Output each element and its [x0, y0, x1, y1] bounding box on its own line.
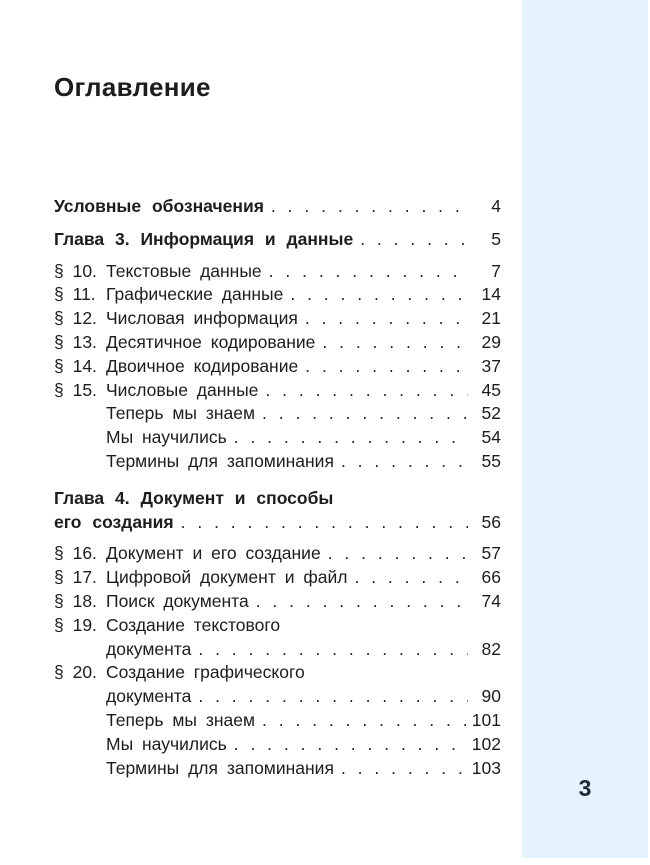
toc-entry-title: Глава 3. Информация и данные	[54, 228, 354, 249]
toc-entry-continuation	[54, 638, 501, 662]
toc-entry	[54, 566, 501, 590]
toc-entry-number: § 20.	[54, 662, 97, 683]
toc-entry-title: документа	[106, 686, 192, 707]
toc-entry-title: Цифровой документ и файл	[106, 567, 348, 588]
dot-leader	[256, 590, 468, 614]
toc-entry-page: 52	[481, 403, 501, 424]
dot-leader	[198, 685, 468, 709]
dot-leader	[328, 542, 468, 566]
toc-entry-number: § 11.	[54, 284, 96, 305]
dot-leader	[354, 566, 468, 590]
toc-entry-page: 14	[481, 284, 501, 305]
toc-entry-title: Мы научились	[106, 427, 227, 448]
toc-entry-title: Десятичное кодирование	[106, 331, 316, 352]
toc-entry	[54, 331, 501, 355]
toc-entry-page: 37	[481, 355, 501, 376]
toc-entry	[54, 426, 501, 450]
toc-entry-page: 57	[481, 543, 501, 564]
toc-entry-title: Теперь мы знаем	[106, 709, 256, 730]
toc-entry-page: 66	[481, 567, 501, 588]
toc-entry	[54, 450, 501, 474]
dot-leader	[341, 757, 467, 781]
toc-entry	[54, 283, 501, 307]
toc-entry	[54, 733, 501, 757]
toc-entry-title: Числовая информация	[106, 308, 298, 329]
toc-entry	[54, 379, 501, 403]
toc-entry-page: 90	[481, 686, 501, 707]
toc-entry	[54, 195, 501, 219]
toc-entry-page: 7	[491, 260, 501, 281]
dot-leader	[360, 228, 468, 252]
toc-entry-title: Создание текстового	[106, 614, 281, 635]
toc-entry-page: 29	[481, 331, 501, 352]
toc-entry-page: 21	[481, 308, 501, 329]
toc-entry-title: Термины для запоминания	[106, 450, 334, 471]
toc-entry-number: § 17.	[54, 567, 97, 588]
toc-entry-continuation	[54, 511, 501, 535]
toc-entry-page: 74	[481, 590, 501, 611]
toc-entry-page: 103	[471, 757, 501, 778]
toc-entry-title: Условные обозначения	[54, 196, 264, 216]
dot-leader	[305, 355, 468, 379]
toc-entry-title: Поиск документа	[106, 590, 249, 611]
toc-entry	[54, 228, 501, 252]
toc-entry	[54, 709, 501, 733]
dot-leader	[265, 379, 468, 403]
toc-entry-number: § 13.	[54, 331, 97, 352]
dot-leader	[262, 709, 467, 733]
side-stripe	[522, 0, 648, 858]
dot-leader	[181, 511, 468, 535]
toc-entry-title: Числовые данные	[106, 379, 259, 400]
dot-leader	[341, 450, 468, 474]
toc-entry	[54, 355, 501, 379]
toc-entry	[54, 757, 501, 781]
toc-list	[54, 195, 501, 780]
toc-entry	[54, 614, 501, 638]
toc-entry-title: Теперь мы знаем	[106, 403, 256, 424]
toc-entry-page: 101	[471, 709, 501, 730]
toc-entry-title: Документ и его создание	[106, 543, 321, 564]
toc-entry-number: § 10.	[54, 260, 97, 281]
dot-leader	[234, 426, 468, 450]
toc-entry-continuation	[54, 685, 501, 709]
toc-entry-page: 102	[471, 733, 501, 754]
toc-entry-number: § 19.	[54, 614, 97, 635]
toc-entry-title: Создание графического	[106, 662, 305, 683]
toc-entry-page: 4	[491, 196, 501, 216]
toc-entry-page: 82	[481, 638, 501, 659]
toc-entry-number: § 14.	[54, 355, 97, 376]
toc-entry-page: 55	[481, 450, 501, 471]
toc-entry-title: Двоичное кодирование	[106, 355, 299, 376]
toc-entry-title: Текстовые данные	[106, 260, 262, 281]
bottom-page-number: 3	[578, 775, 592, 801]
dot-leader	[305, 307, 468, 331]
toc-entry-title: Мы научились	[106, 733, 227, 754]
toc-entry	[54, 590, 501, 614]
toc-entry-title: его создания	[54, 511, 174, 532]
toc-entry-number: § 15.	[54, 379, 97, 400]
dot-leader	[271, 195, 468, 219]
dot-leader	[198, 638, 468, 662]
page-title: Оглавление	[54, 72, 211, 102]
toc-entry	[54, 402, 501, 426]
dot-leader	[262, 402, 468, 426]
toc-entry	[54, 661, 501, 685]
toc-entry-number: § 12.	[54, 308, 97, 329]
toc-entry-page: 56	[481, 511, 501, 532]
dot-leader	[269, 260, 468, 284]
toc-entry	[54, 307, 501, 331]
toc-entry	[54, 260, 501, 284]
toc-entry-number: § 18.	[54, 590, 97, 611]
dot-leader	[290, 283, 468, 307]
toc-entry-title: документа	[106, 638, 192, 659]
dot-leader	[322, 331, 468, 355]
dot-leader	[234, 733, 467, 757]
toc-entry-title: Глава 4. Документ и способы	[54, 487, 334, 508]
toc-entry-number: § 16.	[54, 543, 97, 564]
toc-entry-page: 5	[491, 228, 501, 249]
toc-entry-page: 45	[481, 379, 501, 400]
toc-entry-title: Графические данные	[106, 284, 284, 305]
toc-entry-title: Термины для запоминания	[106, 757, 334, 778]
toc-entry-page: 54	[481, 427, 501, 448]
toc-entry	[54, 542, 501, 566]
toc-entry	[54, 487, 501, 511]
